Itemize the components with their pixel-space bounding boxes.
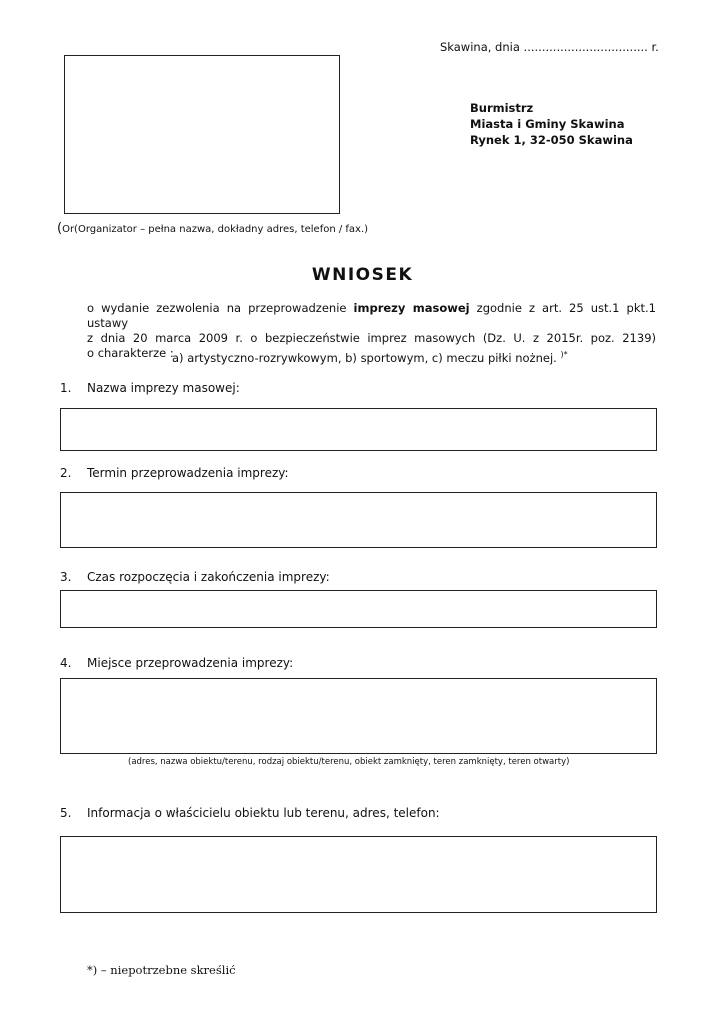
organizer-caption-text: Or(Organizator – pełna nazwa, dokładny adres, telefon / fax.) (62, 224, 369, 235)
intro-line-1 (87, 301, 656, 331)
event-type-options (172, 347, 568, 366)
field-4-text: Miejsce przeprowadzenia imprezy: (87, 656, 294, 670)
field-2-text: Termin przeprowadzenia imprezy: (87, 466, 289, 480)
event-type-options-text: a) artystyczno-rozrywkowym, b) sportowym, c) meczu piłki nożnej. (172, 350, 557, 365)
recipient-line-1: Burmistrz (470, 101, 534, 115)
place-date-line: Skawina, dnia .................................. r. (440, 40, 659, 54)
intro-line-1-post: zgodnie z art. 25 ust.1 pkt.1 ustawy (87, 301, 656, 330)
field-1-label (60, 381, 240, 395)
intro-line-2: z dnia 20 marca 2009 r. o bezpieczeństwie imprez masowych (Dz. U. z 2015r. poz. 2139) (87, 331, 656, 345)
event-name-input[interactable] (60, 408, 657, 451)
event-place-input[interactable] (60, 678, 657, 754)
field-3-number: 3. (60, 570, 72, 584)
organizer-stamp-box[interactable] (64, 55, 340, 214)
organizer-caption-bracket: ( (57, 221, 63, 236)
field-2-label (60, 466, 289, 480)
field-4-label (60, 656, 293, 670)
field-1-text: Nazwa imprezy masowej: (87, 381, 240, 395)
field-5-label (60, 806, 440, 820)
recipient-address (470, 100, 633, 148)
footnote: *) – niepotrzebne skreślić (87, 963, 236, 977)
field-3-text: Czas rozpoczęcia i zakończenia imprezy: (87, 570, 330, 584)
event-date-input[interactable] (60, 492, 657, 548)
field-1-number: 1. (60, 381, 72, 395)
recipient-line-2: Miasta i Gminy Skawina (470, 117, 625, 131)
field-5-number: 5. (60, 806, 72, 820)
field-3-label (60, 570, 330, 584)
recipient-line-3: Rynek 1, 32-050 Skawina (470, 133, 633, 147)
field-5-text: Informacja o właścicielu obiektu lub terenu, adres, telefon: (87, 806, 440, 820)
event-time-input[interactable] (60, 590, 657, 628)
document-title: WNIOSEK (311, 265, 414, 285)
field-2-number: 2. (60, 466, 72, 480)
intro-line-3: o charakterze : (87, 346, 174, 360)
intro-line-1-bold: imprezy masowej (353, 301, 470, 315)
field-4-number: 4. (60, 656, 72, 670)
organizer-caption (57, 221, 368, 236)
owner-info-input[interactable] (60, 836, 657, 913)
place-note: (adres, nazwa obiektu/terenu, rodzaj obiektu/terenu, obiekt zamknięty, teren zamknięty, teren otwarty) (128, 757, 570, 767)
options-footnote-mark: )* (560, 350, 568, 359)
intro-line-1-pre: o wydanie zezwolenia na przeprowadzenie (87, 301, 354, 315)
